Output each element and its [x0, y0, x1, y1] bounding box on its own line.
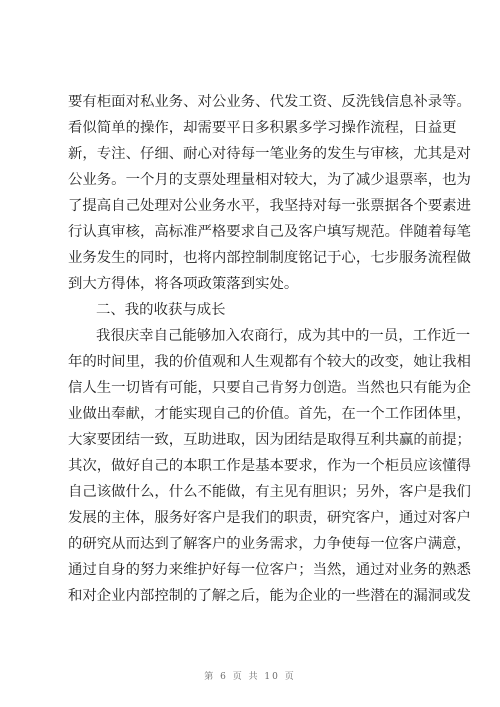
text-line-11: 年的时间里，我的价值观和人生观都有个较大的改变，她让我相: [68, 354, 471, 370]
text-line-19: 通过自身的努力来维护好每一位客户；当然，通过对业务的熟悉: [68, 562, 471, 578]
text-line-5: 了提高自己处理对公业务水平，我坚持对每一张票据各个要素进: [68, 198, 471, 214]
section-heading: 二、我的收获与成长: [96, 302, 226, 318]
text-line-4: 公业务。一个月的支票处理量相对较大，为了减少退票率，也为: [68, 172, 471, 188]
text-line-2: 看似简单的操作，却需要平日多积累多学习操作流程，日益更: [68, 120, 457, 136]
text-line-6: 行认真审核，高标准严格要求自己及客户填写规范。伴随着每笔: [68, 224, 471, 240]
text-line-10: 我很庆幸自己能够加入农商行，成为其中的一员，工作近一: [96, 328, 471, 344]
text-line-12: 信人生一切皆有可能，只要自己肯努力创造。当然也只有能为企: [68, 380, 471, 396]
text-line-14: 大家要团结一致，互助进取，因为团结是取得互利共赢的前提；: [68, 432, 471, 448]
text-line-13: 业做出奉献，才能实现自己的价值。首先，在一个工作团体里，: [68, 406, 471, 422]
text-line-7: 业务发生的同时，也将内部控制制度铭记于心，七步服务流程做: [68, 250, 471, 266]
text-line-1: 要有柜面对私业务、对公业务、代发工资、反洗钱信息补录等。: [68, 94, 471, 110]
text-line-18: 的研究从而达到了解客户的业务需求，力争使每一位客户满意，: [68, 536, 471, 552]
text-line-20: 和对企业内部控制的了解之后，能为企业的一些潜在的漏洞或发: [68, 588, 471, 604]
text-line-8: 到大方得体，将各项政策落到实处。: [68, 276, 299, 292]
text-line-15: 其次，做好自己的本职工作是基本要求，作为一个柜员应该懂得: [68, 458, 471, 474]
text-line-3: 新，专注、仔细、耐心对待每一笔业务的发生与审核，尤其是对: [68, 146, 471, 162]
text-line-17: 发展的主体，服务好客户是我们的职责，研究客户，通过对客户: [68, 510, 471, 526]
text-line-16: 自己该做什么，什么不能做，有主见有胆识；另外，客户是我们: [68, 484, 471, 500]
page-footer: 第 6 页 共 10 页: [204, 672, 296, 682]
